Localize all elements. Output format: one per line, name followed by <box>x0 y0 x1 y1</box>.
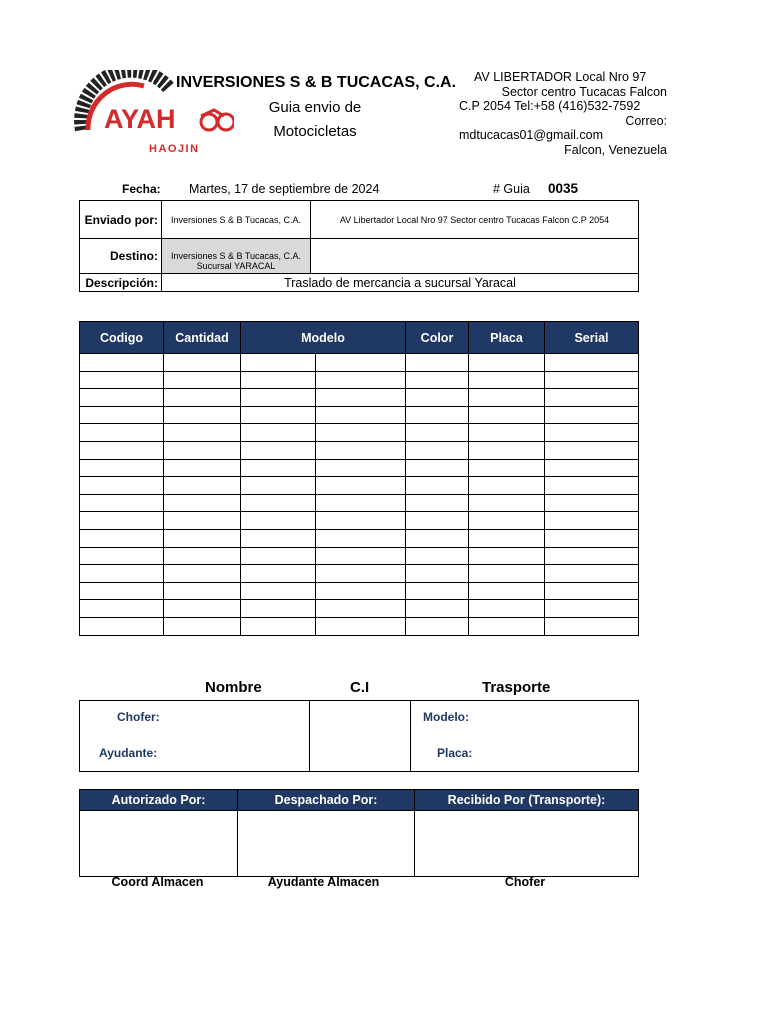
table-cell[interactable] <box>80 494 164 512</box>
address-line-3: C.P 2054 Tel:+58 (416)532-7592 <box>459 99 641 113</box>
table-cell[interactable] <box>469 371 545 389</box>
logo-brand: HAOJIN <box>149 143 200 155</box>
table-cell[interactable] <box>406 617 469 635</box>
despachado-header: Despachado Por: <box>238 790 415 811</box>
goods-body <box>80 354 639 636</box>
table-cell[interactable] <box>406 459 469 477</box>
table-cell[interactable] <box>406 354 469 372</box>
table-cell[interactable] <box>545 582 639 600</box>
table-cell[interactable] <box>545 354 639 372</box>
modelo-label: Modelo: <box>423 710 469 724</box>
table-cell[interactable] <box>80 354 164 372</box>
shipment-info-table <box>79 200 639 292</box>
table-row <box>80 371 639 389</box>
table-cell[interactable] <box>80 406 164 424</box>
table-cell[interactable] <box>545 512 639 530</box>
chofer-signature-label: Chofer <box>504 875 546 889</box>
table-cell[interactable] <box>241 600 316 618</box>
ayudante-almacen-label: Ayudante Almacen <box>267 875 380 889</box>
table-cell[interactable] <box>164 441 241 459</box>
enviado-name: Inversiones S & B Tucacas, C.A. <box>162 201 311 239</box>
table-cell[interactable] <box>545 424 639 442</box>
table-cell[interactable] <box>80 512 164 530</box>
destino-value <box>162 239 311 274</box>
table-cell[interactable] <box>80 565 164 583</box>
col-placa: Placa <box>469 322 545 354</box>
table-cell[interactable] <box>406 494 469 512</box>
table-cell[interactable] <box>80 371 164 389</box>
logo-text: AYAH <box>104 104 176 134</box>
table-cell[interactable] <box>241 617 316 635</box>
address-line-6: Falcon, Venezuela <box>564 142 667 157</box>
table-cell[interactable] <box>316 424 406 442</box>
col-color: Color <box>406 322 469 354</box>
goods-table <box>79 321 639 636</box>
table-cell[interactable] <box>545 547 639 565</box>
table-cell[interactable] <box>164 582 241 600</box>
table-cell[interactable] <box>469 477 545 495</box>
despachado-signature[interactable] <box>238 811 415 877</box>
table-cell[interactable] <box>406 547 469 565</box>
goods-header-row <box>80 322 639 354</box>
guia-number: 0035 <box>548 181 579 196</box>
table-row <box>80 494 639 512</box>
col-codigo: Codigo <box>80 322 164 354</box>
table-cell[interactable] <box>164 617 241 635</box>
autorizado-signature[interactable] <box>80 811 238 877</box>
nombre-heading: Nombre <box>205 679 262 696</box>
table-row <box>80 406 639 424</box>
table-row <box>80 617 639 635</box>
table-cell[interactable] <box>164 547 241 565</box>
table-cell[interactable] <box>164 477 241 495</box>
col-cantidad: Cantidad <box>164 322 241 354</box>
table-cell[interactable] <box>469 600 545 618</box>
company-address <box>459 70 667 157</box>
table-row <box>80 389 639 407</box>
destino-line-2: Sucursal YARACAL <box>196 261 276 271</box>
table-cell[interactable] <box>406 424 469 442</box>
table-cell[interactable] <box>469 512 545 530</box>
table-cell[interactable] <box>469 565 545 583</box>
table-cell[interactable] <box>241 582 316 600</box>
table-cell[interactable] <box>316 512 406 530</box>
title-line-2: Motocicletas <box>273 123 357 140</box>
table-cell[interactable] <box>469 617 545 635</box>
table-cell[interactable] <box>545 441 639 459</box>
table-cell[interactable] <box>545 389 639 407</box>
table-cell[interactable] <box>406 565 469 583</box>
table-cell[interactable] <box>164 512 241 530</box>
table-cell[interactable] <box>469 582 545 600</box>
table-cell[interactable] <box>241 494 316 512</box>
table-cell[interactable] <box>164 565 241 583</box>
table-cell[interactable] <box>80 459 164 477</box>
col-modelo: Modelo <box>241 322 406 354</box>
coord-almacen-label: Coord Almacen <box>111 875 204 889</box>
table-cell[interactable] <box>469 547 545 565</box>
table-row <box>80 582 639 600</box>
table-cell[interactable] <box>406 582 469 600</box>
table-cell[interactable] <box>241 406 316 424</box>
ayudante-label: Ayudante: <box>99 746 158 760</box>
table-cell[interactable] <box>545 600 639 618</box>
table-cell[interactable] <box>80 441 164 459</box>
table-cell[interactable] <box>80 529 164 547</box>
table-cell[interactable] <box>469 529 545 547</box>
table-cell[interactable] <box>241 371 316 389</box>
table-cell[interactable] <box>316 600 406 618</box>
table-cell[interactable] <box>316 389 406 407</box>
transporte-heading: Trasporte <box>482 679 551 696</box>
table-row <box>80 547 639 565</box>
table-cell[interactable] <box>80 582 164 600</box>
table-cell[interactable] <box>316 459 406 477</box>
table-cell[interactable] <box>545 565 639 583</box>
autorizado-header: Autorizado Por: <box>80 790 238 811</box>
table-cell[interactable] <box>545 617 639 635</box>
fecha-label: Fecha: <box>122 182 161 196</box>
table-cell[interactable] <box>316 406 406 424</box>
table-cell[interactable] <box>164 459 241 477</box>
table-cell[interactable] <box>469 494 545 512</box>
table-cell[interactable] <box>241 512 316 530</box>
table-cell[interactable] <box>164 424 241 442</box>
table-cell[interactable] <box>545 529 639 547</box>
table-row <box>80 529 639 547</box>
table-row <box>80 424 639 442</box>
table-cell[interactable] <box>316 477 406 495</box>
table-cell[interactable] <box>469 424 545 442</box>
table-cell[interactable] <box>164 389 241 407</box>
destino-extra <box>311 239 639 274</box>
table-cell[interactable] <box>469 441 545 459</box>
staff-table <box>79 700 639 772</box>
table-row <box>80 441 639 459</box>
table-row <box>80 600 639 618</box>
table-cell[interactable] <box>241 529 316 547</box>
table-cell[interactable] <box>241 459 316 477</box>
table-cell[interactable] <box>80 389 164 407</box>
table-cell[interactable] <box>406 441 469 459</box>
table-row <box>80 565 639 583</box>
title-line-1: Guia envio de <box>268 99 362 116</box>
table-cell[interactable] <box>406 477 469 495</box>
table-cell[interactable] <box>316 529 406 547</box>
table-cell[interactable] <box>80 600 164 618</box>
address-line-1: AV LIBERTADOR Local Nro 97 <box>474 70 647 84</box>
recibido-header: Recibido Por (Transporte): <box>415 790 639 811</box>
table-cell[interactable] <box>545 406 639 424</box>
table-cell[interactable] <box>164 600 241 618</box>
table-cell[interactable] <box>316 565 406 583</box>
table-cell[interactable] <box>316 371 406 389</box>
table-cell[interactable] <box>80 477 164 495</box>
table-row <box>80 354 639 372</box>
table-cell[interactable] <box>241 441 316 459</box>
nombre-cell[interactable] <box>80 701 310 772</box>
table-cell[interactable] <box>164 371 241 389</box>
company-name: INVERSIONES S & B TUCACAS, C.A. <box>176 74 457 91</box>
table-cell[interactable] <box>406 371 469 389</box>
address-line-5: mdtucacas01@gmail.com <box>459 128 603 142</box>
recibido-signature[interactable] <box>415 811 639 877</box>
table-cell[interactable] <box>545 459 639 477</box>
table-cell[interactable] <box>80 424 164 442</box>
placa-label: Placa: <box>437 746 473 760</box>
table-cell[interactable] <box>316 617 406 635</box>
address-line-4: Correo: <box>625 113 667 128</box>
descripcion-value: Traslado de mercancia a sucursal Yaracal <box>162 274 639 292</box>
table-cell[interactable] <box>316 441 406 459</box>
table-cell[interactable] <box>241 424 316 442</box>
table-cell[interactable] <box>545 494 639 512</box>
table-row <box>80 459 639 477</box>
table-cell[interactable] <box>469 389 545 407</box>
descripcion-label: Descripción: <box>80 274 162 292</box>
table-cell[interactable] <box>545 371 639 389</box>
table-cell[interactable] <box>241 354 316 372</box>
table-cell[interactable] <box>406 600 469 618</box>
enviado-address: AV Libertador Local Nro 97 Sector centro Tucacas Falcon C.P 2054 <box>311 201 639 239</box>
destino-line-1: Inversiones S & B Tucacas, C.A. <box>170 251 302 261</box>
table-cell[interactable] <box>164 494 241 512</box>
fecha-value: Martes, 17 de septiembre de 2024 <box>189 182 380 196</box>
table-cell[interactable] <box>164 354 241 372</box>
table-cell[interactable] <box>316 547 406 565</box>
destino-label: Destino: <box>80 239 162 274</box>
table-cell[interactable] <box>406 406 469 424</box>
guia-label: # Guia <box>493 182 530 196</box>
table-row <box>80 477 639 495</box>
table-cell[interactable] <box>241 389 316 407</box>
ci-cell[interactable] <box>310 701 411 772</box>
table-cell[interactable] <box>80 617 164 635</box>
table-cell[interactable] <box>469 354 545 372</box>
table-cell[interactable] <box>241 477 316 495</box>
enviado-label: Enviado por: <box>80 201 162 239</box>
table-cell[interactable] <box>164 529 241 547</box>
table-cell[interactable] <box>241 565 316 583</box>
table-cell[interactable] <box>80 547 164 565</box>
table-cell[interactable] <box>469 406 545 424</box>
table-cell[interactable] <box>316 582 406 600</box>
table-cell[interactable] <box>316 354 406 372</box>
col-serial: Serial <box>545 322 639 354</box>
table-cell[interactable] <box>406 529 469 547</box>
table-cell[interactable] <box>406 512 469 530</box>
chofer-label: Chofer: <box>117 710 160 724</box>
ci-heading: C.I <box>350 679 370 696</box>
table-cell[interactable] <box>469 459 545 477</box>
document-title <box>250 96 380 144</box>
signature-table <box>79 789 639 877</box>
address-line-2: Sector centro Tucacas Falcon <box>501 84 667 99</box>
table-cell[interactable] <box>164 406 241 424</box>
table-cell[interactable] <box>241 547 316 565</box>
table-cell[interactable] <box>316 494 406 512</box>
table-cell[interactable] <box>545 477 639 495</box>
table-cell[interactable] <box>406 389 469 407</box>
table-row <box>80 512 639 530</box>
